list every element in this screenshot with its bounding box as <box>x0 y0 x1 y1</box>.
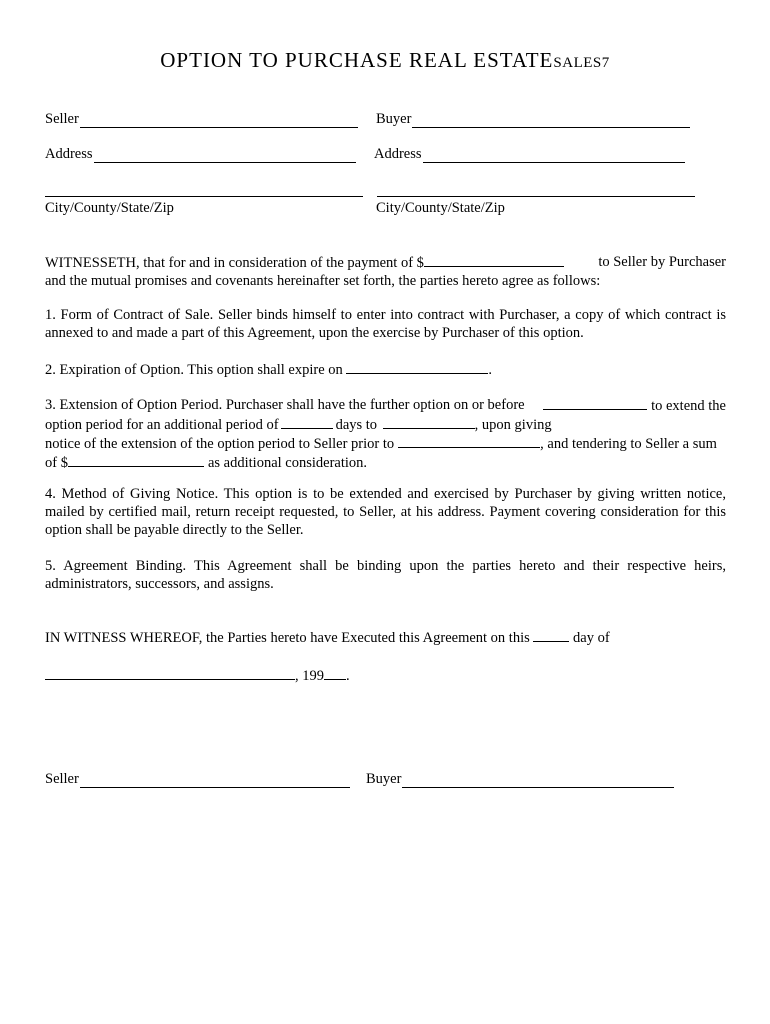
witnesseth-text-2: and the mutual promises and covenants hereinafter set forth, the parties hereto agree as follows: <box>45 273 601 289</box>
seller-field[interactable] <box>45 111 358 128</box>
seller-label: Seller <box>45 111 79 127</box>
section-3-text-2a: option period for an additional period of <box>45 417 279 433</box>
section-2-period: . <box>488 362 493 378</box>
seller-city-blank[interactable] <box>45 196 363 197</box>
notice-prior-date-blank[interactable] <box>398 434 540 448</box>
seller-signature-label: Seller <box>45 771 79 787</box>
section-3-paragraph <box>45 396 726 472</box>
section-3-text-4a: of $ <box>45 455 68 471</box>
buyer-blank[interactable] <box>412 113 690 128</box>
witness-date-line <box>45 666 726 685</box>
buyer-field[interactable] <box>376 111 690 128</box>
section-5-line-1: 5. Agreement Binding. This Agreement shall be binding upon the parties hereto and their respective heirs, <box>45 558 726 574</box>
buyer-signature-label: Buyer <box>366 771 402 787</box>
buyer-signature-blank[interactable] <box>402 773 674 788</box>
title-text: OPTION TO PURCHASE REAL ESTATE <box>160 48 554 72</box>
section-1-paragraph <box>45 306 726 342</box>
extension-before-date-blank[interactable] <box>543 396 647 410</box>
additional-days-blank[interactable] <box>281 415 333 429</box>
section-3-text-1a: 3. Extension of Option Period. Purchaser shall have the further option on or before <box>45 397 525 413</box>
buyer-city-label: City/County/State/Zip <box>376 200 505 216</box>
buyer-address-field[interactable] <box>374 146 685 163</box>
section-4-line-2: mailed by certified mail, return receipt requested, to Seller, at his address. Payment covering consideration for this <box>45 504 726 520</box>
buyer-address-blank[interactable] <box>423 148 685 163</box>
section-3-text-3b: , and tendering to Seller a sum <box>540 436 717 452</box>
witnesseth-text-1a: WITNESSETH, that for and in consideration of the payment of $ <box>45 255 424 271</box>
section-1-line-1: 1. Form of Contract of Sale. Seller binds himself to enter into contract with Purchaser, a copy of which contract is <box>45 307 726 323</box>
payment-amount-blank[interactable] <box>424 253 564 267</box>
seller-address-blank[interactable] <box>94 148 356 163</box>
seller-address-field[interactable] <box>45 146 356 163</box>
buyer-label: Buyer <box>376 111 412 127</box>
section-3-text-1b: to extend the <box>651 398 726 414</box>
section-3-text-2b: days to <box>335 417 378 433</box>
seller-signature-field[interactable] <box>45 771 350 788</box>
section-4-line-3: option shall be payable directly to the Seller. <box>45 522 304 538</box>
buyer-address-label: Address <box>374 146 422 162</box>
witnesseth-paragraph <box>45 253 726 290</box>
section-2-paragraph <box>45 360 726 379</box>
additional-consideration-blank[interactable] <box>68 453 204 467</box>
section-3-text-2c: , upon giving <box>474 417 552 433</box>
witnesseth-text-1b: to Seller by Purchaser <box>598 254 726 270</box>
section-4-line-1: 4. Method of Giving Notice. This option is to be extended and exercised by Purchaser by giving written notice, <box>45 486 726 502</box>
buyer-signature-field[interactable] <box>366 771 674 788</box>
section-5-paragraph <box>45 557 726 593</box>
year-prefix: , 199 <box>295 668 324 684</box>
section-5-line-2: administrators, successors, and assigns. <box>45 576 274 592</box>
witness-text-a: IN WITNESS WHEREOF, the Parties hereto have Executed this Agreement on this <box>45 630 530 646</box>
document-title <box>0 48 770 73</box>
seller-city-label: City/County/State/Zip <box>45 200 174 216</box>
witness-paragraph <box>45 628 726 647</box>
year-period: . <box>346 668 350 684</box>
extension-to-date-blank[interactable] <box>383 415 475 429</box>
section-2-text: 2. Expiration of Option. This option shall expire on <box>45 362 343 378</box>
section-1-line-2: annexed to and made a part of this Agreement, upon the exercise by Purchaser of this option. <box>45 325 584 341</box>
year-blank[interactable] <box>324 666 346 680</box>
section-4-paragraph <box>45 485 726 539</box>
buyer-city-blank[interactable] <box>377 196 695 197</box>
section-3-text-3a: notice of the extension of the option period to Seller prior to <box>45 436 395 452</box>
form-code: SALES7 <box>553 55 610 71</box>
seller-blank[interactable] <box>80 113 358 128</box>
seller-signature-blank[interactable] <box>80 773 350 788</box>
witness-month-blank[interactable] <box>45 666 295 680</box>
seller-address-label: Address <box>45 146 93 162</box>
witness-text-b: day of <box>573 630 610 646</box>
witness-day-blank[interactable] <box>533 628 569 642</box>
section-3-text-4b: as additional consideration. <box>207 455 368 471</box>
expiration-date-blank[interactable] <box>346 360 488 374</box>
